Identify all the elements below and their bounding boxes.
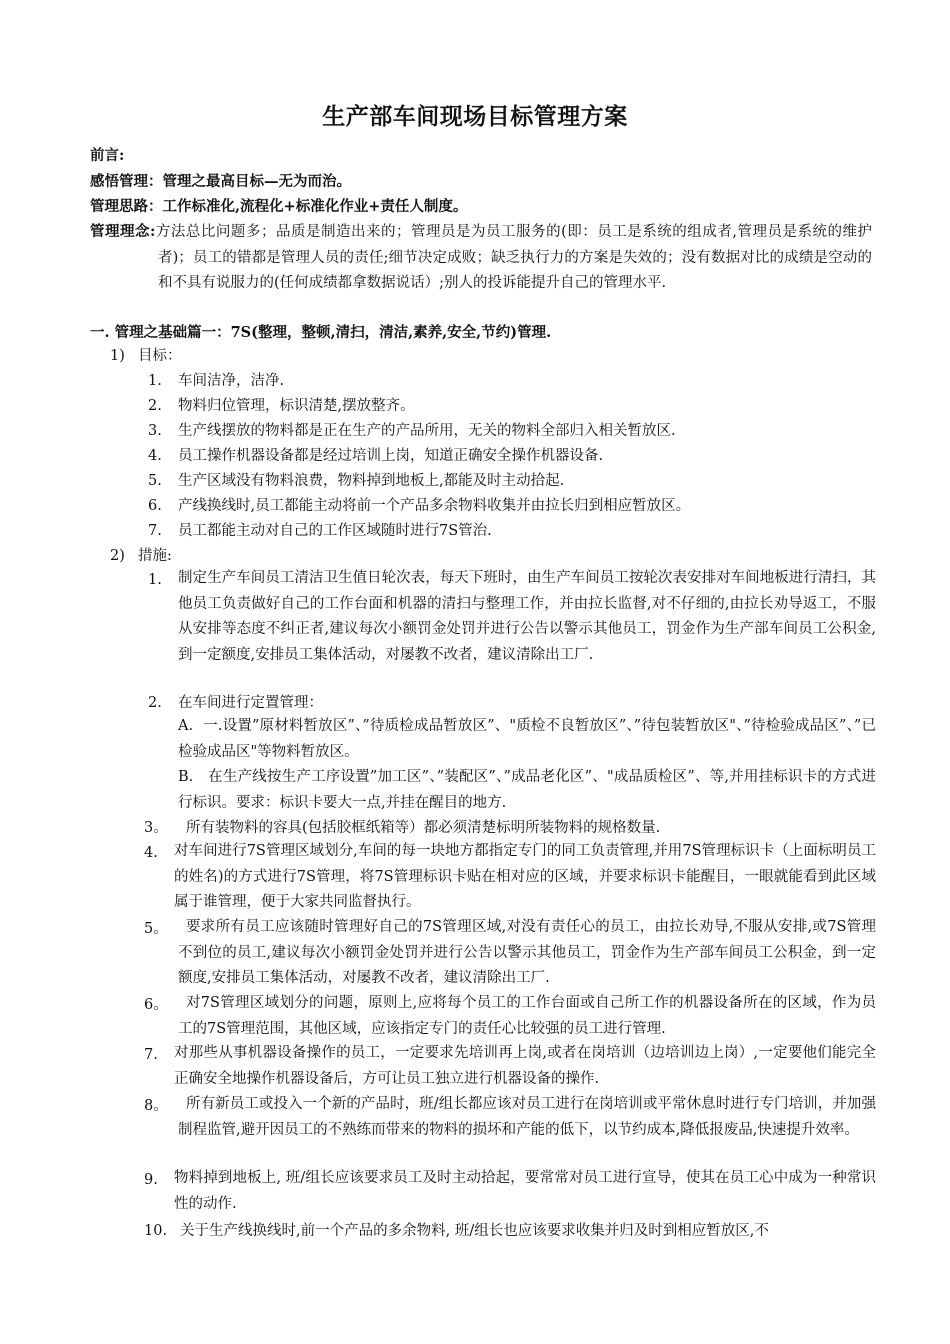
goal-item: 员工操作机器设备都是经过培训上岗，知道正确安全操作机器设备. [178,448,604,464]
measure-item: 制定生产车间员工清洁卫生值日轮次表，每天下班时，由生产车间员工按轮次表安排对车间地板进行清扫，其他员工负责做好自己的工作台面和机器的清扫与整理工作，并由拉长监督,对不仔细的,由拉长劝导返工，不服从安排等态度不纠正者,建议每次小额罚金处罚并进行公告以警示其他员工，罚金作为生产部车间员工公积金,到一定额度,安排员工集体活动，对屡教不改者，建议清除出工厂. [178,570,876,663]
measure-number: 10. [144,1223,168,1239]
measure-number: 3。 [144,820,168,836]
measure-item: 所有装物料的容具(包括胶框纸箱等）都必须清楚标明所装物料的规格数量. [186,820,661,836]
goal-item: 车间洁净，洁净. [178,373,285,389]
thinking-line: 管理思路：工作标准化,流程化+标准化作业+责任人制度。 [90,198,468,215]
goal-item-number: 6. [148,498,162,514]
measure-item: 在车间进行定置管理： [178,695,323,711]
philosophy-paragraph [90,219,872,297]
goal-item: 员工都能主动对自己的工作区域随时进行7S管治. [178,523,492,539]
goals-number: 1) [110,348,125,364]
measure-number: 8。 [144,1098,168,1114]
goal-item: 物料归位管理，标识清楚,摆放整齐。 [178,398,415,414]
goal-item-number: 3. [148,423,162,439]
measure-number: 1. [148,572,162,588]
measure-item: 要求所有员工应该随时管理好自己的7S管理区域,对没有责任心的员工，由拉长劝导,不服从安排,或7S管理不到位的员工,建议每次小额罚金处罚并进行公告以警示其他员工，罚金作为生产部车间员工公积金，到一定额度,安排员工集体活动，对屡教不改者，建议清除出工厂. [178,919,876,986]
measure-number: 5。 [144,921,168,937]
goal-item: 生产线摆放的物料都是正在生产的产品所用，无关的物料全部归入相关暂放区. [178,423,676,439]
measure-item: 对那些从事机器设备操作的员工，一定要求先培训再上岗,或者在岗培训（边培训边上岗）,一定要他们能完全正确安全地操作机器设备后，方可让员工独立进行机器设备的操作. [174,1045,876,1087]
goal-item-number: 1. [148,373,162,389]
measures-number: 2) [110,548,125,564]
goal-item-number: 5. [148,473,162,489]
measure-subitem-a: A．一.设置”原材料暂放区”、”待质检成品暂放区”、"质检不良暂放区”、”待包装暂放区"、”待检验成品区”、”已检验成品区"等物料暂放区。 [178,718,876,760]
philosophy-text: 方法总比问题多；品质是制造出来的；管理员是为员工服务的(即：员工是系统的组成者,管理员是系统的维护者)；员工的错都是管理人员的责任;细节决定成败；缺乏执行力的方案是失效的；没有数据对比的成绩是空动的和不具有说服力的(任何成绩都拿数据说话）;别人的投诉能提升自己的管理水平. [155,224,872,291]
measure-subitem-b: B. 在生产线按生产工序设置”加工区”、”装配区”、”成品老化区”、"成品质检区”、等,并用挂标识卡的方式进行标识。要求：标识卡要大一点,并挂在醒目的地方. [178,769,876,811]
section1-heading: 一. 管理之基础篇一：7S(整理，整顿,清扫，清洁,素养,安全,节约)管理. [90,324,552,341]
goal-item-number: 4. [148,448,162,464]
goals-label: 目标： [138,348,182,364]
measure-item: 关于生产线换线时,前一个产品的多余物料, 班/组长也应该要求收集并归及时到相应暂放区,不 [180,1223,769,1239]
insight-line: 感悟管理：管理之最高目标—无为而治。 [90,173,351,190]
measure-number: 2. [148,695,162,711]
measure-number: 4. [144,845,158,861]
goal-item: 生产区域没有物料浪费，物料掉到地板上,都能及时主动拾起. [178,473,565,489]
measure-item: 所有新员工或投入一个新的产品时，班/组长都应该对员工进行在岗培训或平常休息时进行专门培训，并加强制程监管,避开因员工的不熟练而带来的物料的损坏和产能的低下，以节约成本,降低报废品,快速提升效率。 [178,1096,876,1138]
measure-item: 物料掉到地板上, 班/组长应该要求员工及时主动拾起，要常常对员工进行宣导，使其在员工心中成为一种常识性的动作. [174,1170,876,1212]
measure-number: 7. [144,1047,158,1063]
measures-label: 措施: [138,548,172,564]
philosophy-label: 管理理念: [90,223,156,240]
goal-item-number: 7. [148,523,162,539]
preface-label: 前言: [90,147,125,164]
measure-item: 对7S管理区域划分的问题，原则上,应将每个员工的工作台面或自己所工作的机器设备所在的区域，作为员工的7S管理范围，其他区域，应该指定专门的责任心比较强的员工进行管理. [178,995,876,1037]
measure-number: 6。 [144,997,168,1013]
page-title: 生产部车间现场目标管理方案 [322,103,628,130]
measure-item: 对车间进行7S管理区域划分,车间的每一块地方都指定专门的同工负责管理,并用7S管理标识卡（上面标明员工的姓名)的方式进行7S管理，将7S管理标识卡贴在相对应的区域，并要求标识卡能醒目，一眼就能看到此区域属于谁管理，便于大家共同监督执行。 [174,843,876,910]
goal-item-number: 2. [148,398,162,414]
measure-number: 9. [144,1172,158,1188]
goal-item: 产线换线时,员工都能主动将前一个产品多余物料收集并由拉长归到相应暂放区。 [178,498,691,514]
